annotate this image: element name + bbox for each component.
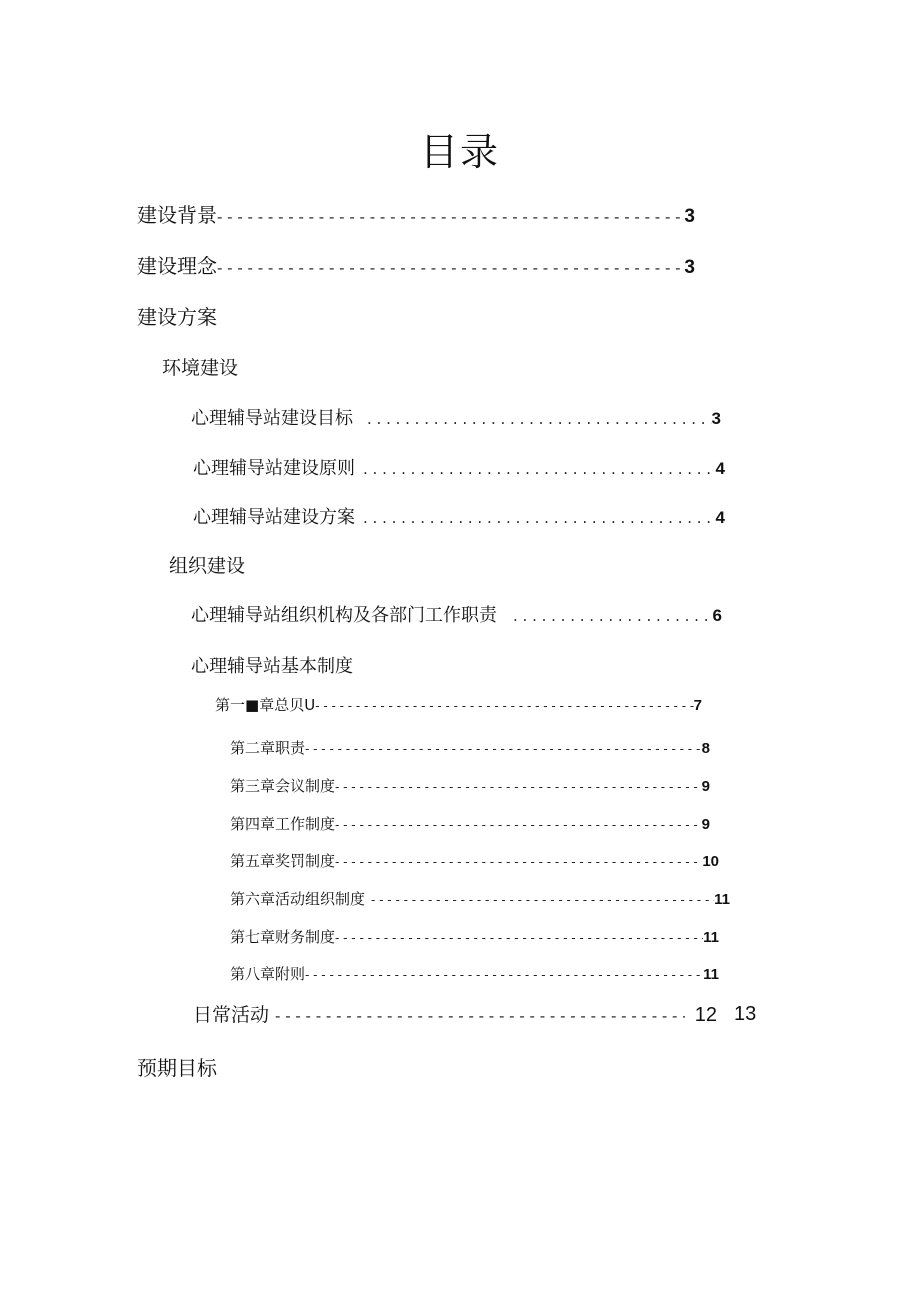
toc-entry-label: 第四章工作制度 xyxy=(230,815,336,833)
toc-entry-station-scheme[interactable] xyxy=(193,503,725,529)
toc-entry-chapter-1[interactable] xyxy=(215,694,702,715)
toc-page-number: 12 xyxy=(694,1004,717,1026)
toc-entry-label: 第三章会议制度 xyxy=(230,777,336,795)
toc-entry-station-duties[interactable] xyxy=(191,601,722,627)
toc-entry-chapter-7[interactable] xyxy=(230,926,719,947)
dash-leader xyxy=(335,780,702,794)
toc-page-number: 11 xyxy=(703,966,719,983)
chapter-1-label-prefix: 第一 xyxy=(215,696,246,714)
toc-entry-label: 心理辅导站基本制度 xyxy=(191,656,353,677)
dash-leader xyxy=(335,818,702,832)
toc-entry-label: 建设方案 xyxy=(137,305,217,329)
toc-entry-organization[interactable] xyxy=(169,551,245,578)
dot-leader xyxy=(363,509,716,527)
toc-entry-label: 第六章活动组织制度 xyxy=(230,890,366,908)
toc-entry-label: 第二章职责 xyxy=(230,739,306,757)
toc-entry-station-goal[interactable] xyxy=(191,404,721,430)
toc-entry-label: 第七章财务制度 xyxy=(230,928,336,946)
black-square-mark: ■ xyxy=(245,696,260,714)
toc-entry-station-principle[interactable] xyxy=(193,454,725,480)
dash-leader xyxy=(335,931,703,945)
toc-entry-label: 心理辅导站建设方案 xyxy=(193,507,355,528)
toc-entry-label: 组织建设 xyxy=(169,555,246,577)
dash-leader xyxy=(371,893,714,907)
toc-entry-expected-goals[interactable] xyxy=(137,1052,217,1081)
dash-leader xyxy=(305,968,703,982)
toc-entry-chapter-5[interactable] xyxy=(230,850,719,871)
toc-entry-chapter-4[interactable] xyxy=(230,813,710,834)
dash-leader xyxy=(217,208,684,226)
toc-entry-label: 环境建设 xyxy=(162,357,239,379)
toc-page-number: 11 xyxy=(703,929,719,946)
toc-page-number: 3 xyxy=(684,257,695,278)
toc-page-number: 9 xyxy=(701,778,710,795)
toc-entry-background[interactable] xyxy=(137,199,695,228)
toc-entry-label: 建设背景 xyxy=(137,203,217,227)
dash-leader xyxy=(315,699,693,713)
dash-leader xyxy=(275,1007,685,1025)
dash-leader xyxy=(217,259,684,277)
toc-page-number-extra: 13 xyxy=(734,1003,757,1025)
toc-entry-label: 心理辅导站组织机构及各部门工作职责 xyxy=(191,605,497,626)
toc-entry-chapter-8[interactable] xyxy=(230,963,719,984)
toc-entry-environment[interactable] xyxy=(162,353,238,380)
dot-leader xyxy=(513,607,713,625)
dash-leader xyxy=(335,855,702,869)
toc-entry-label xyxy=(215,694,315,715)
toc-entry-label: 建设理念 xyxy=(137,254,217,278)
toc-page-number: 4 xyxy=(715,508,725,527)
toc-entry-concept[interactable] xyxy=(137,250,695,279)
toc-entry-label: 第五章奖罚制度 xyxy=(230,852,336,870)
chapter-1-label-suffix: 章总贝U xyxy=(259,696,316,714)
toc-title: 目录 xyxy=(419,130,500,174)
toc-entry-label: 第八章附则 xyxy=(230,965,306,983)
toc-entry-station-rules[interactable] xyxy=(191,652,353,678)
toc-page-number: 10 xyxy=(702,853,719,870)
toc-page-number: 4 xyxy=(715,459,725,478)
toc-page-number: 3 xyxy=(711,409,721,428)
toc-entry-daily-activities[interactable] xyxy=(193,1000,717,1027)
toc-page-number: 7 xyxy=(693,697,702,714)
toc-page-number: 9 xyxy=(701,816,710,833)
dot-leader xyxy=(367,410,712,428)
toc-entry-label: 心理辅导站建设原则 xyxy=(193,458,355,479)
dash-leader xyxy=(305,742,702,756)
toc-entry-chapter-3[interactable] xyxy=(230,775,710,796)
toc-page-number: 6 xyxy=(712,606,722,625)
toc-page-number: 11 xyxy=(714,891,730,908)
toc-page-number: 8 xyxy=(701,740,710,757)
toc-entry-chapter-2[interactable] xyxy=(230,737,710,758)
toc-entry-label: 日常活动 xyxy=(193,1004,270,1026)
toc-page-number: 3 xyxy=(684,206,695,227)
toc-entry-plan[interactable] xyxy=(137,301,217,330)
toc-entry-label: 心理辅导站建设目标 xyxy=(191,408,353,429)
dot-leader xyxy=(363,460,716,478)
toc-entry-chapter-6[interactable] xyxy=(230,888,730,909)
toc-entry-label: 预期目标 xyxy=(137,1056,217,1080)
